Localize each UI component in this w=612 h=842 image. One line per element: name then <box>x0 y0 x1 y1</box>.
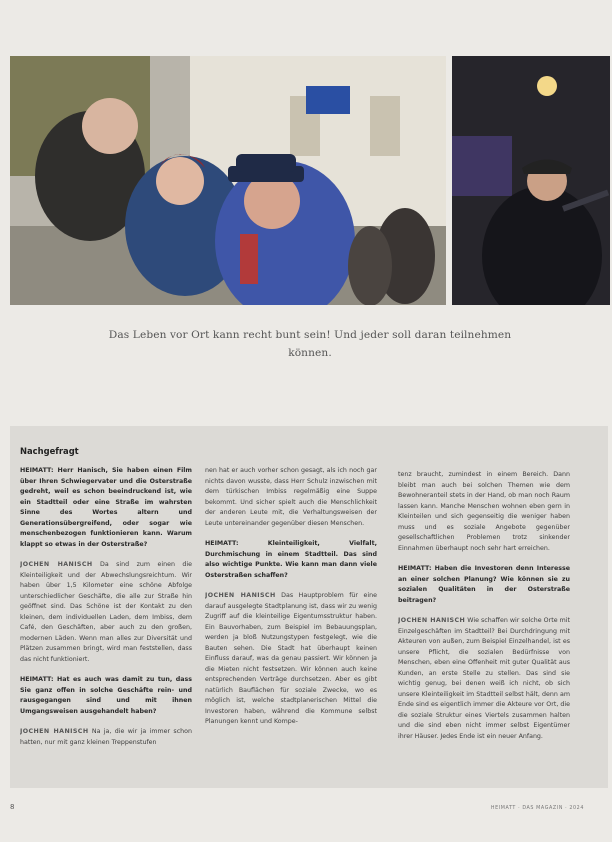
interview-answer: tenz braucht, zumindest in einem Bereich. Dann bleibt man auch bei solchen Themen wie dem Bewohneranteil stets in der Hand, ob man noch Raum lassen kann. Manche Menschen wohnen eben gern in Kleinteilen und sich gegenseitig die weniger haben muss und es soziale Angebote gegenüber gesellschaftlichen Problemen trotz sinkender Einnahmen überhaupt noch sehr hart erreichen. <box>398 471 570 552</box>
interview-answer: nen hat er auch vorher schon gesagt, als ich noch gar nichts davon wusste, dass Herr Schulz inzwischen mit dem türkischen Imbiss regelmäßig eine Suppe bekommt. Und sicher spielt auch die Menschlichkeit der anderen Leute mit, die Verhaltungsweisen der Leute untereinander gegenüber diesen Menschen. <box>205 467 377 527</box>
street-sign <box>306 86 350 114</box>
interview-answer: JOCHEN HANISCH Da sind zum einen die Kleinteiligkeit und der Abwechslungsreichtum. Wir haben über 1,5 Kilometer eine schöne Abfolge unterschiedlicher Geschäfte, die alle zur Straße hin geöffnet sind. Das Schöne ist der Kontakt zu den kleinen, dem individuellen Laden, dem Imbiss, dem Café, den Geschäften, aber auch zu den großen, modernen Läden. Wenn man alles zur Diversität und Plätzen zusammen bringt, wird man feststellen, dass das nicht funktioniert. <box>20 561 192 663</box>
magazine-footer: HEIMATT · DAS MAGAZIN · 2024 <box>490 806 584 811</box>
interview-column-1 <box>20 466 192 786</box>
interview-column-3 <box>398 470 570 790</box>
street-scene-illustration <box>10 56 446 305</box>
interview-question: HEIMATT: Herr Hanisch, Sie haben einen Film über Ihren Schwiegervater und die Osterstraße gedreht, weil es schon beeindruckend ist, wie ein Stadtteil oder eine Straße im wahrsten Sinne des Wortes altern und Generationsübergreifend, oder sogar wie menschenbezogen funktionieren kann. Warum klappt so etwas in der Osterstraße? <box>20 467 192 548</box>
photo-caption: Das Leben vor Ort kann recht bunt sein! Und jeder soll daran teilnehmen können. <box>108 329 512 359</box>
interview-answer: JOCHEN HANISCH Na ja, die wir ja immer schon hatten, nur mit ganz kleinen Treppenstufen <box>20 728 192 746</box>
interview-answer: JOCHEN HANISCH Das Hauptproblem für eine darauf ausgelegte Stadtplanung ist, dass wir zu wenig Zugriff auf die kleinteilige Eigentumsstruktur haben. Ein Bauvorhaben, zum Beispiel im Bebauungsplan, werden ja bloß Nutzungstypen festgelegt, wie die Bauten sehen. Die Stadt hat überhaupt keinen Einfluss darauf, was da genau passiert. Wir können ja die Mieten nicht festsetzen. Wir können auch keine entsprechenden Verträge durchsetzen. Aber es gibt natürlich Bauflächen für soziale Zwecke, wo es möglich ist, welche stadtplanerischen Mittel die Investoren haben, während die Kommune selbst Planungen kennt und Kompe- <box>205 592 377 725</box>
photo-night-musician <box>452 56 610 305</box>
night-musician-illustration <box>452 56 610 305</box>
interview-question: HEIMATT: Haben die Investoren denn Interesse an einer solchen Planung? Wie können sie zu sozialen Qualitäten in der Osterstraße beitragen? <box>398 565 570 604</box>
photo-street-scene <box>10 56 446 305</box>
interview-answer: JOCHEN HANISCH Wie schaffen wir solche Orte mit Einzelgeschäften im Stadtteil? Bei Durchdringung mit Akteuren von außen, zum Beispiel Einzelhandel, ist es unsere Pflicht, die sozialen Bedürfnisse von Menschen, eben eine Offenheit mit guter Qualität aus Kunden, an erste Stelle zu stellen. Das sind sie wichtig genug, bei denen weiß ich nicht, ob sich unsere Kleinteiligkeit im Stadtteil selbst hält, denn am Ende sind es eigentlich immer die Akteure vor Ort, die die soziale Struktur eines Viertels zusammen halten und die sind eben nicht immer selbst Eigentümer ihrer Häuser. Jedes Ende ist ein neuer Anfang. <box>398 617 570 740</box>
interview-question: HEIMATT: Kleinteiligkeit, Vielfalt, Durchmischung in einem Stadtteil. Das sind also wichtige Punkte. Wie kann man dann viele Osterstraßen schaffen? <box>205 540 377 579</box>
interview-title: Nachgefragt <box>20 446 79 456</box>
interview-question: HEIMATT: Hat es auch was damit zu tun, dass Sie ganz offen in solche Geschäfte rein- und rausgegangen sind und mit ihnen Umgangsweisen ausgehandelt haben? <box>20 676 192 715</box>
page-number: 8 <box>10 803 15 811</box>
interview-column-2 <box>205 466 377 786</box>
